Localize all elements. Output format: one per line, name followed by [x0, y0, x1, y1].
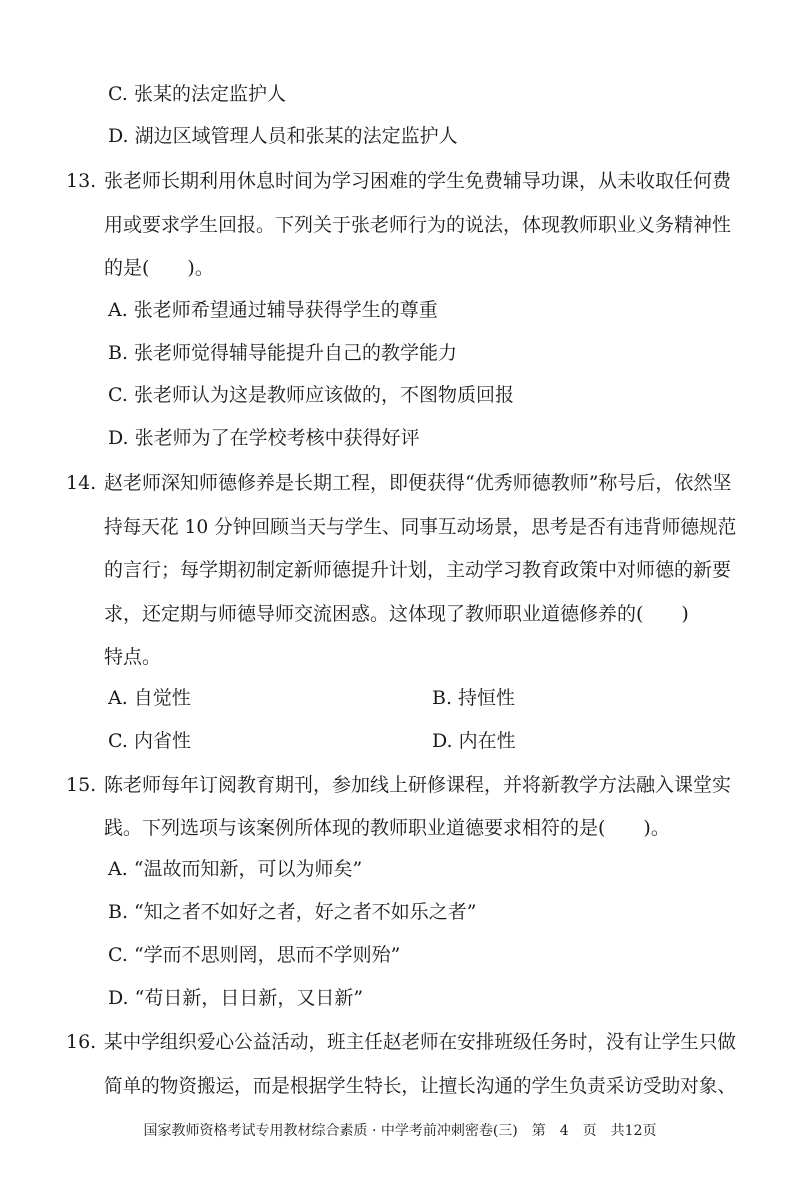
- q15-option-d: D. “苟日新，日日新，又日新”: [108, 987, 364, 1009]
- q13-option-c: C. 张老师认为这是教师应该做的，不图物质回报: [108, 384, 514, 406]
- q15-option-a: A. “温故而知新，可以为师矣”: [108, 858, 363, 880]
- q16-stem-line-2: 简单的物资搬运，而是根据学生特长，让擅长沟通的学生负责采访受助对象、: [104, 1075, 737, 1097]
- q13-stem-line-3: 的是( )。: [104, 257, 214, 279]
- page-footer: 国家教师资格考试专用教材综合素质 · 中学考前冲刺密卷(三) 第 4 页 共12页: [143, 1123, 657, 1139]
- q16-stem-line-1: 某中学组织爱心公益活动，班主任赵老师在安排班级任务时，没有让学生只做: [104, 1031, 737, 1053]
- q14-stem-line-3: 的言行；每学期初制定新师德提升计划，主动学习教育政策中对师德的新要: [104, 559, 732, 581]
- q14-option-d: D. 内在性: [432, 730, 516, 752]
- q14-option-c: C. 内省性: [108, 730, 191, 752]
- q14-option-b: B. 持恒性: [432, 687, 516, 709]
- q15-stem-line-2: 践。下列选项与该案例所体现的教师职业道德要求相符的是( )。: [104, 817, 670, 839]
- q16-number: 16.: [66, 1031, 97, 1053]
- q13-stem-line-1: 张老师长期利用休息时间为学习困难的学生免费辅导功课，从未收取任何费: [104, 170, 732, 192]
- q15-option-c: C. “学而不思则罔，思而不学则殆”: [108, 944, 401, 966]
- q14-stem-line-4: 求，还定期与师德导师交流困惑。这体现了教师职业道德修养的( ): [104, 603, 689, 625]
- q13-option-d: D. 张老师为了在学校考核中获得好评: [108, 427, 420, 449]
- q15-option-b: B. “知之者不如好之者，好之者不如乐之者”: [108, 901, 477, 923]
- q15-stem-line-1: 陈老师每年订阅教育期刊，参加线上研修课程，并将新教学方法融入课堂实: [104, 774, 732, 796]
- q13-number: 13.: [66, 170, 97, 192]
- q13-option-b: B. 张老师觉得辅导能提升自己的教学能力: [108, 342, 458, 364]
- q15-number: 15.: [66, 774, 97, 796]
- q14-stem-line-1: 赵老师深知师德修养是长期工程，即便获得“优秀师德教师”称号后，依然坚: [104, 472, 732, 494]
- q13-option-a: A. 张老师希望通过辅导获得学生的尊重: [108, 299, 438, 321]
- q14-stem-line-2: 持每天花 10 分钟回顾当天与学生、同事互动场景，思考是否有违背师德规范: [104, 516, 737, 538]
- q14-number: 14.: [66, 472, 97, 494]
- q12-option-d: D. 湖边区域管理人员和张某的法定监护人: [108, 125, 458, 147]
- q12-option-c: C. 张某的法定监护人: [108, 83, 286, 105]
- q14-stem-line-5: 特点。: [104, 646, 162, 668]
- q14-option-a: A. 自觉性: [108, 687, 191, 709]
- q13-stem-line-2: 用或要求学生回报。下列关于张老师行为的说法，体现教师职业义务精神性: [104, 214, 732, 236]
